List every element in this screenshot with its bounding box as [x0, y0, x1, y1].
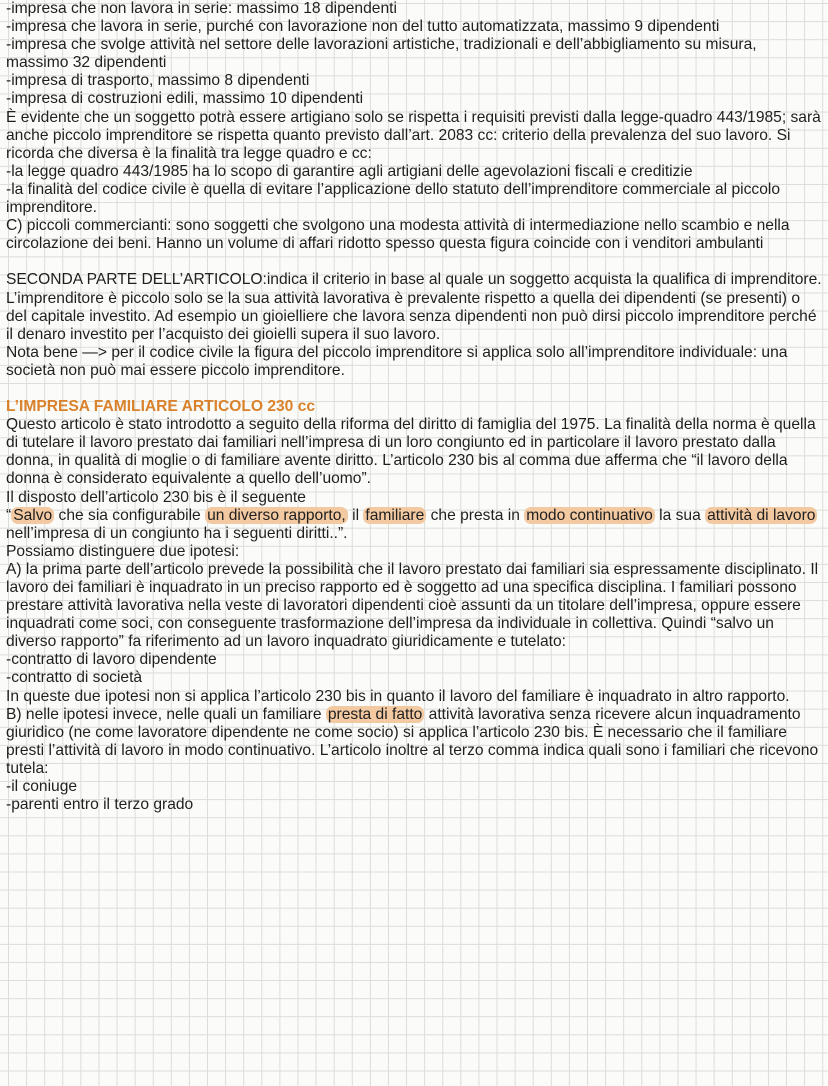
list-item: -il coniuge	[6, 778, 78, 796]
list-item: -impresa che lavora in serie, purché con lavorazione non del tutto automatizzata, massimo 9 dipendenti	[6, 18, 720, 36]
quote-text: nell’impresa di un congiunto ha i seguenti diritti..”.	[6, 524, 348, 542]
paragraph: Nota bene —> per il codice civile la figura del piccolo imprenditore si applica solo all’imprenditore individuale: una società non può mai essere piccolo imprenditore.	[6, 343, 788, 379]
quote-text: che presta in	[426, 506, 525, 524]
paragraph-text: B) nelle ipotesi invece, nelle quali un familiare	[6, 705, 322, 723]
list-item: -impresa di costruzioni edili, massimo 10 dipendenti	[6, 90, 364, 108]
paragraph: È evidente che un soggetto potrà essere artigiano solo se rispetta i requisiti previsti dalla legge-quadro 443/1985; sarà anche piccolo imprenditore se rispetta quanto previsto dall’art. 2083 cc: criterio della prevalenza del suo lavoro. Si ricorda che diversa è la finalità tra legge quadro e cc:	[6, 108, 821, 162]
blank-line	[6, 380, 822, 398]
quote-paragraph	[6, 507, 822, 543]
highlight: Salvo	[13, 506, 53, 524]
paragraph: Possiamo distinguere due ipotesi:	[6, 542, 240, 560]
highlight: un diverso rapporto,	[207, 506, 346, 524]
list-item: -parenti entro il terzo grado	[6, 796, 194, 814]
paragraph-text: attività lavorativa senza ricevere alcun inquadramento giuridico (ne come lavoratore dipendente ne come socio) si applica l’articolo 230 bis. È necessario che il familiare presti l’attività di lavoro in modo continuativo. L’articolo inoltre al terzo comma indica quali sono i familiari che ricevono tutela:	[6, 705, 819, 777]
highlight: familiare	[365, 506, 425, 524]
section-heading: L’IMPRESA FAMILIARE ARTICOLO 230 cc	[6, 398, 316, 416]
paragraph: In queste due ipotesi non si applica l’articolo 230 bis in quanto il lavoro del familiare è inquadrato in altro rapporto.	[6, 687, 790, 705]
paragraph: Questo articolo è stato introdotto a seguito della riforma del diritto di famiglia del 1975. La finalità della norma è quella di tutelare il lavoro prestato dai familiari nell’impresa di un loro congiunto ed in particolare il lavoro prestato dalla donna, in qualità di moglie o di familiare avente diritto. L’articolo 230 bis al comma due afferma che “il lavoro della donna è considerato equivalente a quello dell’uomo”.	[6, 416, 816, 488]
paragraph: C) piccoli commercianti: sono soggetti che svolgono una modesta attività di intermediazione nello scambio e nella circolazione dei beni. Hanno un volume di affari ridotto spesso questa figura coincide con i venditori ambulanti	[6, 217, 790, 253]
list-item: -contratto di società	[6, 669, 143, 687]
quote-text: la sua	[654, 506, 706, 524]
list-item: -contratto di lavoro dipendente	[6, 651, 217, 669]
paragraph	[6, 706, 822, 778]
list-item: -la legge quadro 443/1985 ha lo scopo di garantire agli artigiani delle agevolazioni fiscali e creditizie	[6, 162, 693, 180]
paragraph: Il disposto dell’articolo 230 bis è il seguente	[6, 488, 306, 506]
notes-page	[6, 0, 822, 814]
highlight: modo continuativo	[526, 506, 653, 524]
quote-text: che sia configurabile	[54, 506, 201, 524]
quote-text: il	[347, 506, 364, 524]
list-item: -impresa di trasporto, massimo 8 dipendenti	[6, 72, 310, 90]
list-item: -impresa che non lavora in serie: massimo 18 dipendenti	[6, 0, 397, 17]
blank-line	[6, 253, 822, 271]
highlight: presta di fatto	[327, 705, 423, 723]
quote-text: “	[6, 506, 12, 524]
list-item: -impresa che svolge attività nel settore delle lavorazioni artistiche, tradizionali e dell’abbigliamento su misura, massimo 32 dipendenti	[6, 36, 757, 72]
paragraph: A) la prima parte dell’articolo prevede la possibilità che il lavoro prestato dai familiari sia espressamente disciplinato. Il lavoro dei familiari è inquadrato in un preciso rapporto ed è soggetto ad una specifica disciplina. I familiari possono prestare attività lavorativa nella veste di lavoratori dipendenti cioè assunti da un titolare dell’impresa, oppure essere inquadrati come soci, con conseguente trasformazione dell’impresa da individuale in collettiva. Quindi “salvo un diverso rapporto” fa riferimento ad un lavoro inquadrato giuridicamente e tutelato:	[6, 560, 819, 651]
list-item: -la finalità del codice civile è quella di evitare l’applicazione dello statuto dell’imprenditore commerciale al piccolo imprenditore.	[6, 180, 781, 217]
highlight: attività di lavoro	[707, 506, 816, 524]
paragraph: SECONDA PARTE DELL’ARTICOLO:indica il criterio in base al quale un soggetto acquista la qualifica di imprenditore. L’imprenditore è piccolo solo se la sua attività lavorativa è prevalente rispetto a quella dei dipendenti (se presenti) o del capitale investito. Ad esempio un gioielliere che lavora senza dipendenti non può dirsi piccolo imprenditore perché il denaro investito per l’acquisto dei gioielli supera il suo lavoro.	[6, 271, 822, 343]
